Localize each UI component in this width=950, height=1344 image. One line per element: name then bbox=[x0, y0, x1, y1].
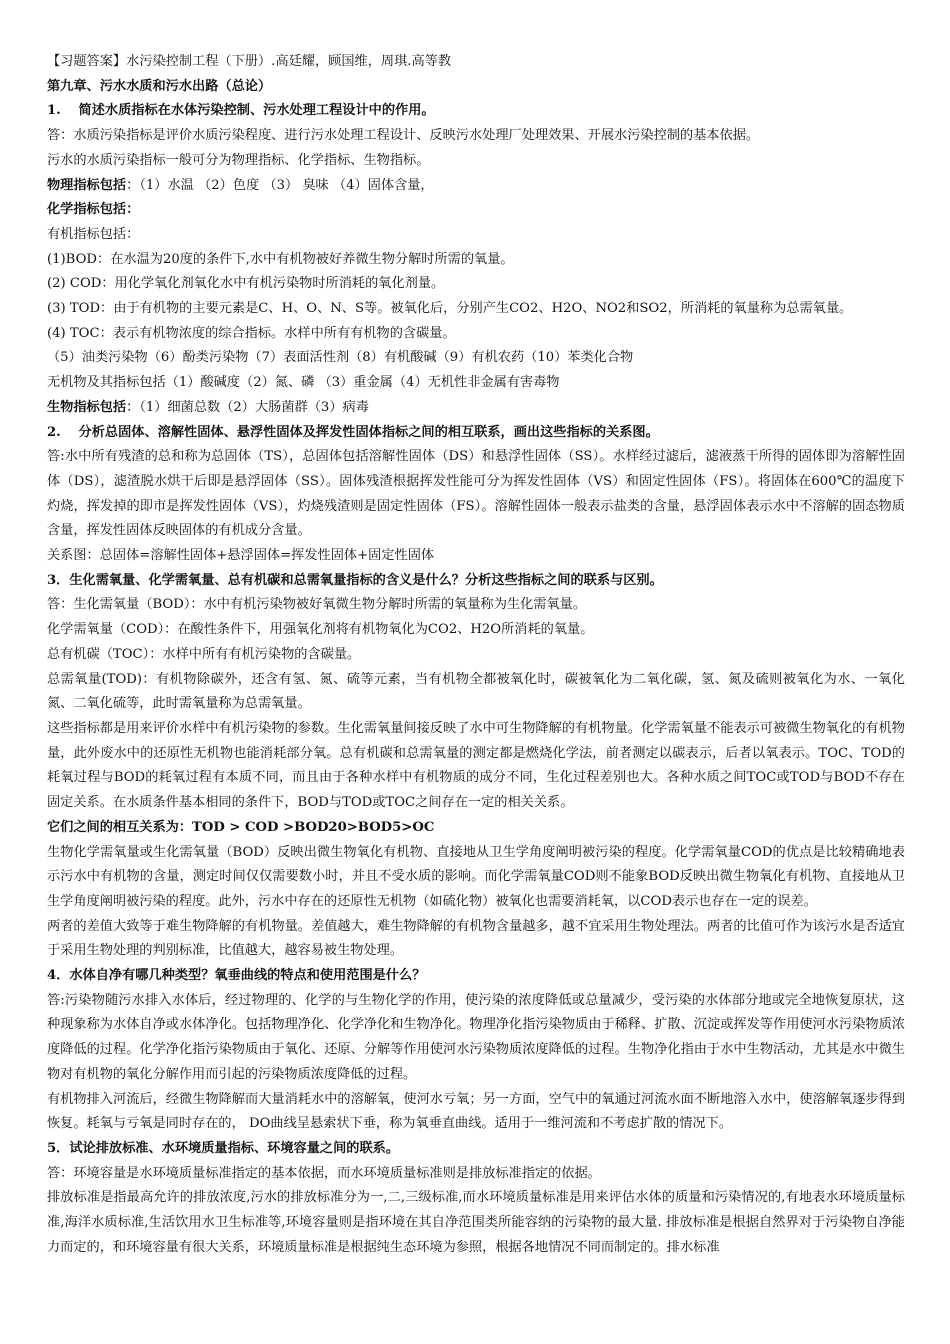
paragraph: 有机指标包括： bbox=[47, 226, 140, 242]
paragraph: 化学需氧量（COD）：在酸性条件下，用强氧化剂将有机物氧化为CO2、H2O所消耗的氧量。 bbox=[47, 622, 594, 638]
heading: 第九章、污水水质和污水出路（总论） bbox=[47, 78, 272, 94]
heading: 5．试论排放标准、水环境质量指标、环境容量之间的联系。 bbox=[47, 1140, 400, 1156]
document-body bbox=[47, 50, 905, 1260]
heading: 3．生化需氧量、化学需氧量、总有机碳和总需氧量指标的含义是什么？分析这些指标之间的联系与区别。 bbox=[47, 572, 663, 588]
paragraph: 答:污染物随污水排入水体后，经过物理的、化学的与生物化学的作用，使污染的浓度降低或总量减少，受污染的水体部分地或完全地恢复原状，这种现象称为水体自净或水体净化。包括物理净化、化学净化和生物净化。物理净化指污染物质由于稀释、扩散、沉淀或挥发等作用使河水污染物质浓度降低的过程。化学净化指污染物质由于氧化、还原、分解等作用使河水污染物质浓度降低的过程。生物净化指由于水中生物活动，尤其是水中微生物对有机物的氧化分解作用而引起的污染物质浓度降低的过程。 bbox=[47, 992, 905, 1082]
paragraph bbox=[47, 174, 905, 199]
paragraph: 【习题答案】水污染控制工程（下册）.高廷耀，顾国维，周琪.高等教 bbox=[47, 54, 452, 69]
paragraph: (4) TOC：表示有机物浓度的综合指标。水样中所有有机物的含碳量。 bbox=[47, 325, 456, 341]
paragraph: 排放标准是指最高允许的排放浓度,污水的排放标准分为一,二,三级标准,而水环境质量标准是用来评估水体的质量和污染情况的,有地表水环境质量标准,海洋水质标准,生活饮用水卫生标准等,环境容量则是指环境在其自净范围类所能容纳的污染物的最大量. 排放标准是根据自然界对于污染物自净能力而定的，和环境容量有很大关系，环境质量标准是根据纯生态环境为参照，根据各地情况不同而制定的。排水标准 bbox=[47, 1190, 905, 1255]
paragraph-lead: 生物指标包括 bbox=[47, 399, 127, 415]
paragraph: (3) TOD：由于有机物的主要元素是C、H、O、N、S等。被氧化后，分别产生CO2、H2O、NO2和SO2，所消耗的氧量称为总需氧量。 bbox=[47, 301, 853, 317]
paragraph: (2) COD：用化学氧化剂氧化水中有机污染物时所消耗的氧化剂量。 bbox=[47, 276, 445, 292]
heading: 1. 简述水质指标在水体污染控制、污水处理工程设计中的作用。 bbox=[47, 103, 435, 119]
paragraph: 答:水中所有残渣的总和称为总固体（TS），总固体包括溶解性固体（DS）和悬浮性固体（SS）。水样经过滤后，滤液蒸干所得的固体即为溶解性固体（DS），滤渣脱水烘干后即是悬浮固体（SS）。固体残渣根据挥发性能可分为挥发性固体（VS）和固定性固体（FS）。将固体在600℃的温度下灼烧，挥发掉的即市是挥发性固体（VS），灼烧残渣则是固定性固体（FS）。溶解性固体一般表示盐类的含量，悬浮固体表示水中不溶解的固态物质含量，挥发性固体反映固体的有机成分含量。 bbox=[47, 449, 905, 539]
paragraph: 关系图：总固体=溶解性固体+悬浮固体=挥发性固体+固定性固体 bbox=[47, 548, 435, 564]
paragraph: 污水的水质污染指标一般可分为物理指标、化学指标、生物指标。 bbox=[47, 152, 430, 168]
heading: 它们之间的相互关系为：TOD > COD >BOD20>BOD5>OC bbox=[47, 819, 435, 835]
paragraph bbox=[47, 396, 905, 421]
paragraph-lead: 物理指标包括 bbox=[47, 177, 127, 193]
paragraph: 有机物排入河流后，经微生物降解而大量消耗水中的溶解氧，使河水亏氧；另一方面，空气中的氧通过河流水面不断地溶入水中，使溶解氧逐步得到恢复。耗氧与亏氧是同时存在的， DO曲线呈悬索状下垂，称为氧垂直曲线。适用于一维河流和不考虑扩散的情况下。 bbox=[47, 1091, 905, 1132]
paragraph-rest: ：（1）细菌总数（2）大肠菌群（3）病毒 bbox=[126, 399, 369, 415]
paragraph: 两者的差值大致等于难生物降解的有机物量。差值越大，难生物降解的有机物含量越多，越不宜采用生物处理法。两者的比值可作为该污水是否适宜于采用生物处理的判别标准，比值越大，越容易被生物处理。 bbox=[47, 918, 905, 959]
heading: 4．水体自净有哪几种类型？氧垂曲线的特点和使用范围是什么？ bbox=[47, 968, 426, 984]
paragraph: 答：水质污染指标是评价水质污染程度、进行污水处理工程设计、反映污水处理厂处理效果、开展水污染控制的基本依据。 bbox=[47, 128, 760, 144]
paragraph: 无机物及其指标包括（1）酸碱度（2）氮、磷 （3）重金属（4）无机性非金属有害毒物 bbox=[47, 375, 560, 391]
heading: 化学指标包括： bbox=[47, 202, 140, 218]
paragraph: 答：环境容量是水环境质量标准指定的基本依据，而水环境质量标准则是排放标准指定的依据。 bbox=[47, 1165, 601, 1181]
paragraph: 这些指标都是用来评价水样中有机污染物的参数。生化需氧量间接反映了水中可生物降解的有机物量。化学需氧量不能表示可被微生物氧化的有机物量，此外废水中的还原性无机物也能消耗部分氧。总有机碳和总需氧量的测定都是燃烧化学法，前者测定以碳表示，后者以氧表示。TOC、TOD的耗氧过程与BOD的耗氧过程有本质不同，而且由于各种水样中有机物质的成分不同，生化过程差别也大。各种水质之间TOC或TOD与BOD不存在固定关系。在水质条件基本相同的条件下，BOD与TOD或TOC之间存在一定的相关关系。 bbox=[47, 720, 905, 811]
paragraph-rest: ：（1）水温 （2）色度 （3） 臭味 （4）固体含量， bbox=[126, 177, 434, 193]
paragraph: 答：生化需氧量（BOD）：水中有机污染物被好氧微生物分解时所需的氧量称为生化需氧量。 bbox=[47, 597, 587, 613]
paragraph: 总需氧量(TOD)：有机物除碳外，还含有氢、氮、硫等元素，当有机物全都被氧化时，碳被氧化为二氧化碳，氢、氮及硫则被氧化为水、一氧化氮、二氧化硫等，此时需氧量称为总需氧量。 bbox=[47, 671, 905, 712]
paragraph: 总有机碳（TOC）：水样中所有有机污染物的含碳量。 bbox=[47, 646, 361, 662]
heading: 2. 分析总固体、溶解性固体、悬浮性固体及挥发性固体指标之间的相互联系，画出这些指标的关系图。 bbox=[47, 424, 659, 440]
paragraph: （5）油类污染物（6）酚类污染物（7）表面活性剂（8）有机酸碱（9）有机农药（10）苯类化合物 bbox=[47, 350, 634, 366]
paragraph: 生物化学需氧量或生化需氧量（BOD）反映出微生物氧化有机物、直接地从卫生学角度阐明被污染的程度。化学需氧量COD的优点是比较精确地表示污水中有机物的含量，测定时间仅仅需要数小时，并且不受水质的影响。而化学需氧量COD则不能象BOD反映出微生物氧化有机物、直接地从卫生学角度阐明被污染的程度。此外，污水中存在的还原性无机物（如硫化物）被氧化也需要消耗氧，以COD表示也存在一定的误差。 bbox=[47, 844, 905, 909]
paragraph: (1)BOD：在水温为20度的条件下,水中有机物被好养微生物分解时所需的氧量。 bbox=[47, 251, 514, 267]
